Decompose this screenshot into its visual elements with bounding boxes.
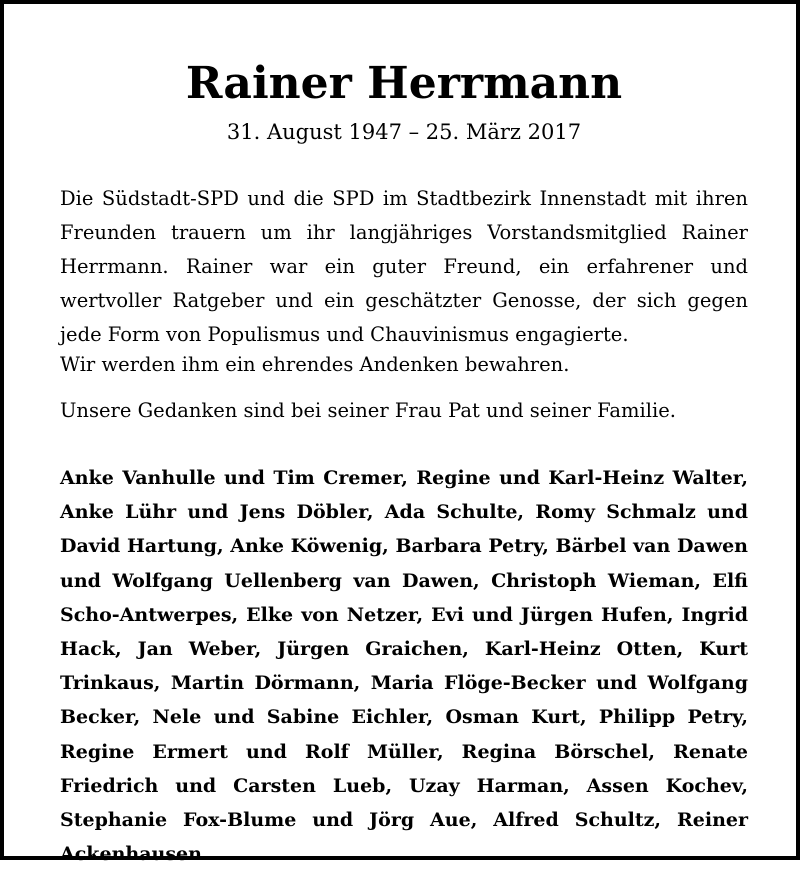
remembrance-line: Wir werden ihm ein ehrendes Andenken bewahren. xyxy=(60,353,570,376)
mourners-list: Anke Vanhulle und Tim Cremer, Regine und Karl-Heinz Walter, Anke Lühr und Jens Döbler, Ada Schulte, Romy Schmalz und David Hartung, Anke Köwenig, Barbara Petry, Bärbel van Dawen und Wolfgang Uellenberg van Dawen, Christoph Wieman, Elfi Scho-Antwerpes, Elke von Netzer, Evi und Jürgen Hufen, Ingrid Hack, Jan Weber, Jürgen Graichen, Karl-Heinz Otten, Kurt Trinkaus, Martin Dörmann, Maria Flöge-Becker und Wolfgang Becker, Nele und Sabine Eichler, Osman Kurt, Philipp Petry, Regine Ermert und Rolf Müller, Regina Börschel, Renate Friedrich und Carsten Lueb, Uzay Harman, Assen Kochev, Stephanie Fox-Blume und Jörg Aue, Alfred Schultz, Reiner Ackenhausen xyxy=(60,467,748,866)
life-dates: 31. August 1947 – 25. März 2017 xyxy=(226,120,582,144)
deceased-name: Rainer Herrmann xyxy=(185,58,623,109)
condolence-line: Unsere Gedanken sind bei seiner Frau Pat und seiner Familie. xyxy=(60,399,676,422)
mourning-paragraph: Die Südstadt-SPD und die SPD im Stadtbezirk Innenstadt mit ihren Freunden trauern um ihr langjähriges Vorstandsmitglied Rainer Herrmann. Rainer war ein guter Freund, ein erfahrener und wertvoller Ratgeber und ein geschätzter Genosse, der sich gegen jede Form von Populismus und Chauvinismus engagierte. xyxy=(60,187,748,346)
